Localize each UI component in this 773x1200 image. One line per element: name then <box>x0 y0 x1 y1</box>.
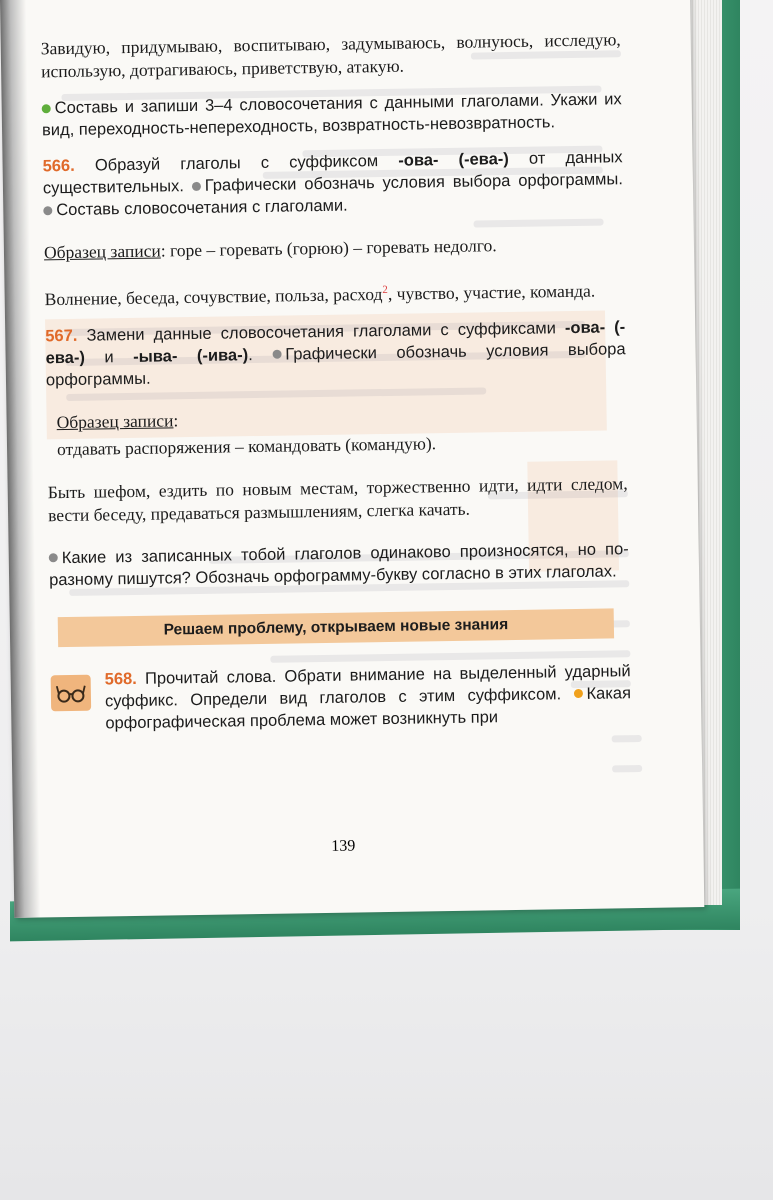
sample-566: Образец записи: горе – горевать (горюю) – горевать недолго. <box>43 235 497 263</box>
footnote-marker: 2 <box>382 283 388 297</box>
exercise-568 <box>51 660 632 735</box>
suffix-highlight: -ова- (-ева-) <box>398 150 509 170</box>
section-heading: Решаем проблему, открываем новые знания <box>58 608 614 647</box>
exercise-567: 567. Замени данные словосочетания глаголами с суффиксами -ова- (-ева-) и -ыва- (-ива-). Графически обозначь условия выбора орфограммы. <box>45 318 626 390</box>
exercise-568-text: 568. Прочитай слова. Обрати внимание на выделенный ударный суффикс. Определи вид глаголов с этим суффиксом. Какая орфографическая проблема может возникнуть при <box>104 662 632 733</box>
page-content <box>41 28 632 735</box>
suffix-highlight: -ыва- (-ива-) <box>133 345 249 366</box>
sample-567-text: отдавать распоряжения – командовать (командую). <box>56 433 437 459</box>
gray-bullet-icon <box>49 554 58 563</box>
task-instruction: Составь и запиши 3–4 словосочетания с данными глаголами. Укажи их вид, переходность-непереходность, возвратность-невозвратность. <box>41 90 622 140</box>
glasses-icon-graphic <box>56 682 86 704</box>
word-list: Завидую, придумываю, воспитываю, задумываюсь, волнуюсь, исследую, использую, дотрагиваюсь, приветствую, атакую. <box>40 29 621 82</box>
question: Какие из записанных тобой глаголов одинаково произносятся, но по-разному пишутся? Обозначь орфограмму-букву согласно в этих глаголах. <box>48 540 629 590</box>
gray-bullet-icon <box>272 350 281 359</box>
exercise-number: 568. <box>104 669 137 689</box>
gray-bullet-icon <box>43 206 52 215</box>
exercise-566: 566. Образуй глаголы с суффиксом -ова- (-ева-) от данных существительных. Графически обозначь условия выбора орфограммы. Составь словосочетания с глаголами. <box>42 148 624 220</box>
gray-bullet-icon <box>192 182 201 191</box>
sample-567-label-line: Образец записи: <box>56 410 179 432</box>
orange-bullet-icon <box>573 689 582 698</box>
sample-label: Образец записи <box>56 410 174 432</box>
page-number: 139 <box>331 837 356 855</box>
glasses-icon <box>51 674 92 711</box>
exercise-number: 567. <box>45 326 78 346</box>
exercise-number: 566. <box>42 156 75 176</box>
sample-label: Образец записи <box>43 240 161 263</box>
suffix-highlight: -ова- (-ева-) <box>45 318 626 368</box>
exercise-566-words: Волнение, беседа, сочувствие, польза, расход$^2$, чувство, участие, команда. <box>44 280 596 310</box>
exercise-567-phrases: Быть шефом, ездить по новым местам, торжественно идти, идти следом, вести беседу, предаваться размышлениям, слегка качать. <box>47 473 628 526</box>
green-bullet-icon <box>42 104 51 113</box>
